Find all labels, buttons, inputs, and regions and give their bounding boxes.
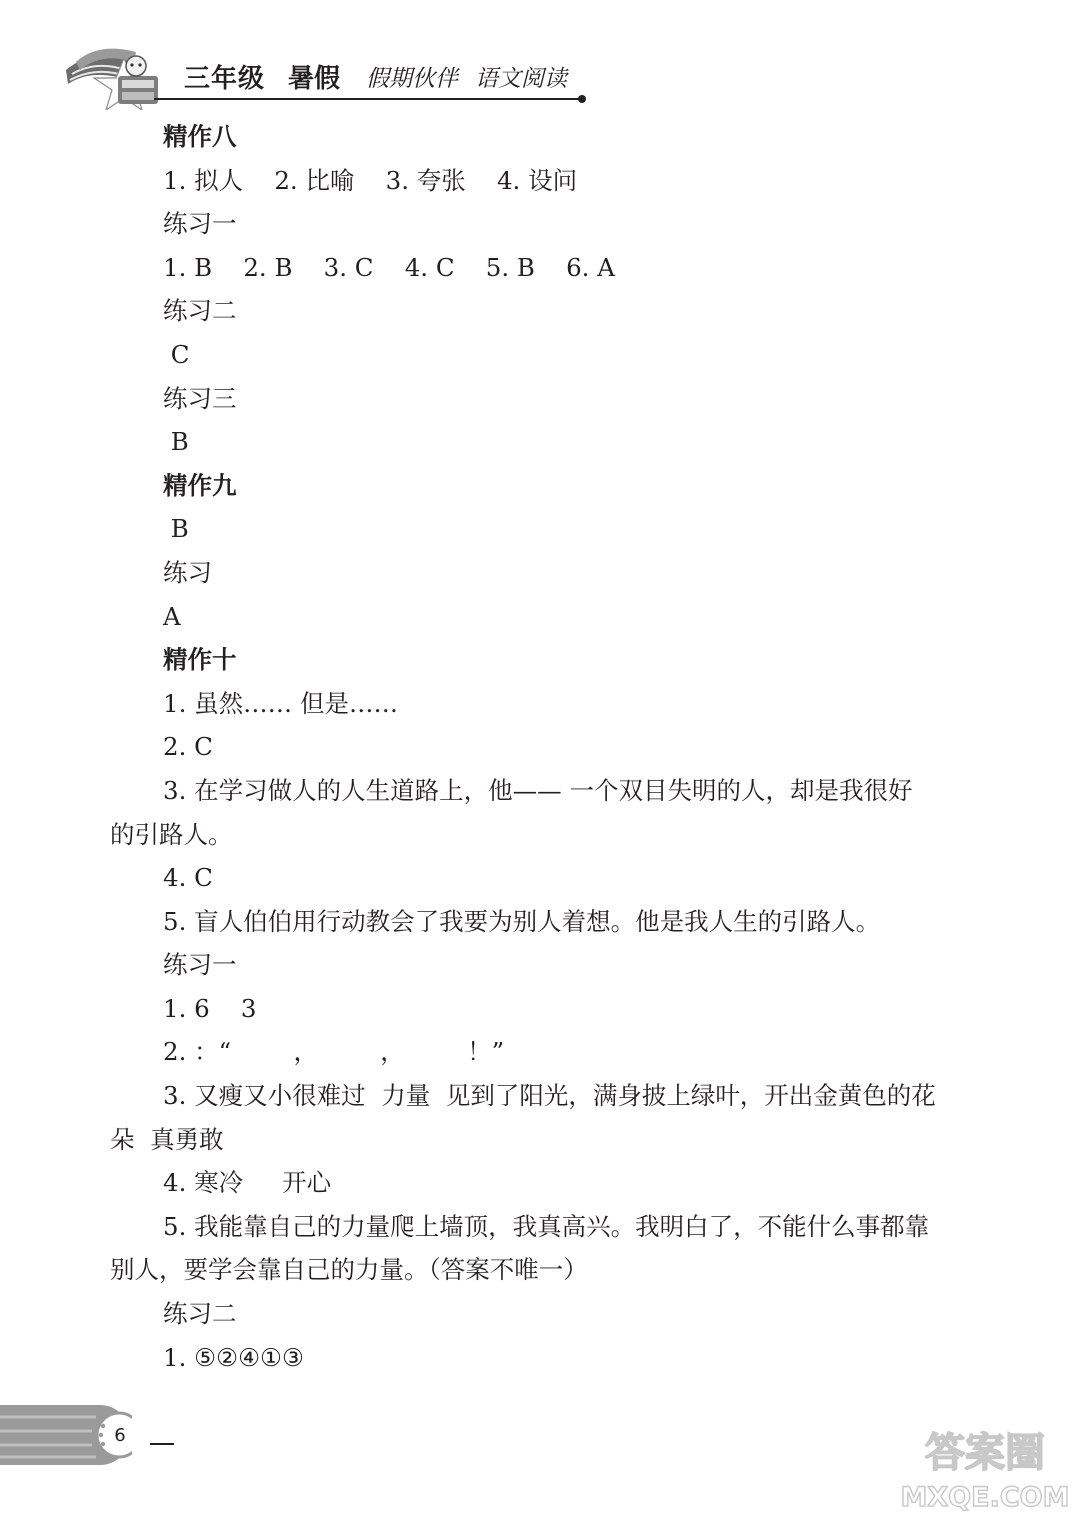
site-watermark (895, 1418, 1075, 1513)
answer-line-continuation: 的引路人。 (110, 819, 233, 849)
exercise-heading: 练习一 (163, 209, 237, 239)
header-book-title: 语文阅读 (475, 66, 567, 92)
answer-line: B (163, 514, 189, 544)
section-heading: 精作八 (163, 122, 237, 151)
header-season: 暑假 (288, 64, 341, 94)
exercise-heading: 练习 (163, 557, 212, 587)
answer-line: B (163, 427, 189, 457)
answer-line: 4. 寒冷 开心 (163, 1168, 332, 1198)
answer-line: 1. 6 3 (163, 993, 257, 1023)
answer-line-continuation: 别人，要学会靠自己的力量。（答案不唯一） (110, 1255, 588, 1285)
exercise-heading: 练习二 (163, 1299, 237, 1329)
exercise-heading: 练习一 (163, 950, 237, 980)
watermark-top-text: 答案圈 (925, 1430, 1045, 1476)
section-heading: 精作九 (163, 470, 237, 500)
answer-content (0, 115, 1080, 1379)
answer-line: 3. 在学习做人的人生道路上，他—— 一个双目失明的人，却是我很好 (163, 775, 913, 805)
answer-line: 5. 我能靠自己的力量爬上墙顶，我真高兴。我明白了，不能什么事都靠 (163, 1211, 930, 1241)
page-number: 6 (114, 1425, 126, 1446)
answer-line: 4. C (163, 863, 213, 893)
header-series: 假期伙伴 (366, 66, 458, 92)
exercise-heading: 练习三 (163, 383, 237, 413)
answer-line: 1. ⑤②④①③ (163, 1342, 304, 1372)
answer-line: C (163, 339, 190, 369)
answer-line: 1. 虽然…… 但是…… (163, 688, 398, 718)
header-rule (154, 98, 582, 100)
section-heading: 精作十 (163, 645, 237, 675)
footer-rule (150, 1443, 174, 1445)
answer-line-continuation: 朵 真勇敢 (110, 1124, 224, 1154)
exercise-heading: 练习二 (163, 296, 237, 326)
answer-line: 5. 盲人伯伯用行动教会了我要为别人着想。他是我人生的引路人。 (163, 906, 881, 936)
answer-line: 3. 又瘦又小很难过 力量 见到了阳光，满身披上绿叶，开出金黄色的花 (163, 1081, 936, 1111)
answer-line: 1. 拟人 2. 比喻 3. 夸张 4. 设问 (163, 165, 578, 195)
watermark-bottom-text: MXQE.COM (900, 1482, 1070, 1513)
header-rule-dot (578, 95, 586, 103)
header-grade: 三年级 (184, 64, 266, 94)
answer-line: A (163, 601, 181, 631)
answer-line: 2. ：“ ， ， ！” (163, 1037, 505, 1067)
answer-line: 2. C (163, 732, 213, 762)
page-header (0, 0, 1080, 110)
answer-line: 1. B 2. B 3. C 4. C 5. B 6. A (163, 252, 615, 282)
